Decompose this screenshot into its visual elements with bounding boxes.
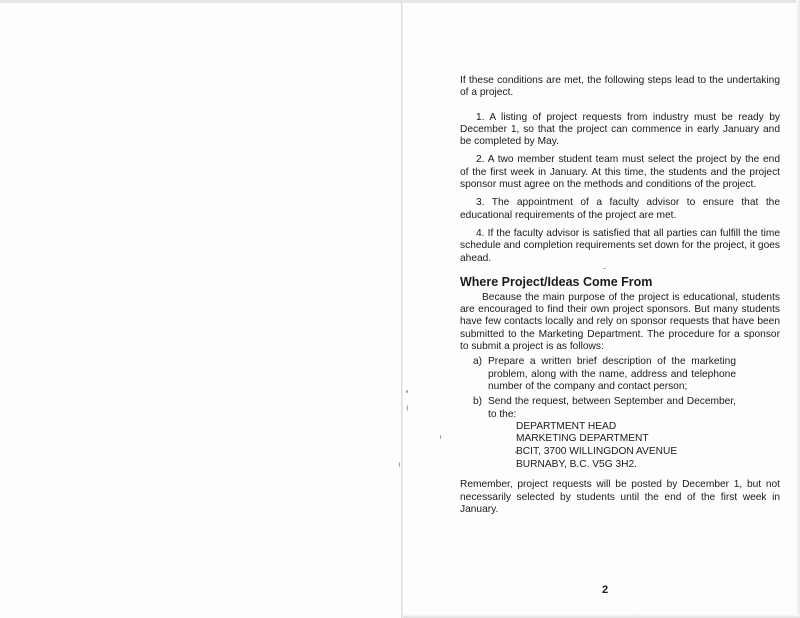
- list-text-b: Send the request, between September and December, to the:: [488, 396, 736, 420]
- address-line: MARKETING DEPARTMENT: [516, 433, 649, 445]
- list-item-b: [460, 396, 780, 421]
- scan-speck: [407, 405, 408, 411]
- address-line: BURNABY, B.C. V5G 3H2.: [516, 458, 637, 470]
- section-heading: Where Project/Ideas Come From: [460, 274, 653, 289]
- closing-paragraph: Remember, project requests will be posted by December 1, but not necessarily selected by students until the end of the first week in January.: [460, 479, 780, 515]
- step-4: 4. If the faculty advisor is satisfied that all parties can fulfill the time schedule and completion requirements set down for the project, it goes ahead.: [460, 227, 780, 264]
- address-line: DEPARTMENT HEAD: [516, 420, 617, 432]
- right-page-text: [460, 75, 780, 516]
- scan-speck: [399, 462, 400, 467]
- intro-paragraph: If these conditions are met, the following steps lead to the undertaking of a project.: [460, 75, 780, 99]
- top-page-edge: [0, 0, 800, 3]
- list-text-a: Prepare a written brief description of the marketing problem, along with the name, address and telephone number of the company and contact person;: [488, 356, 736, 392]
- body-paragraph: Because the main purpose of the project is educational, students are encouraged to find their own project sponsors. But many students have few contacts locally and rely on sponsor requests that have been submitted to the Marketing Department. The procedure for a sponsor to submit a project is as follows:: [460, 291, 780, 353]
- list-marker-b: b): [472, 396, 482, 408]
- list-marker-a: a): [472, 356, 482, 368]
- scan-speck: [406, 390, 408, 393]
- page-number: 2: [602, 584, 609, 596]
- bottom-page-edge: [403, 614, 800, 618]
- right-page-edge: [796, 0, 800, 618]
- book-gutter: [401, 0, 403, 618]
- list-item-a: [460, 356, 780, 393]
- step-1: 1. A listing of project requests from industry must be ready by December 1, so that the project can commence in early January and be completed by May.: [460, 111, 780, 148]
- mailing-address: [516, 421, 780, 471]
- address-line: BCIT, 3700 WILLINGDON AVENUE: [516, 446, 678, 458]
- step-2: 2. A two member student team must select the project by the end of the first week in January. At this time, the students and the project sponsor must agree on the methods and conditions of the project.: [460, 154, 780, 191]
- step-3: 3. The appointment of a faculty advisor to ensure that the educational requirements of the project are met.: [460, 197, 780, 221]
- scan-speck: [440, 435, 441, 439]
